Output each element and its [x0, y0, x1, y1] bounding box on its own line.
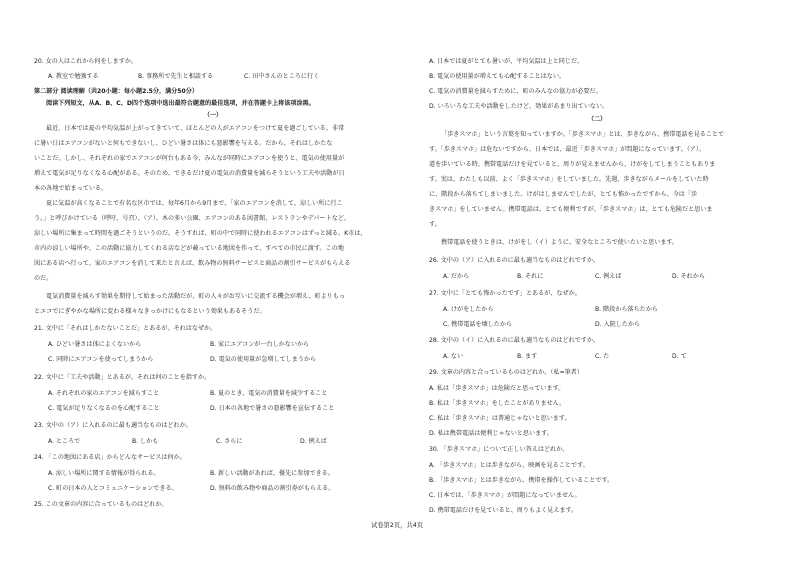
- passage-2-mark: （二）: [587, 116, 607, 123]
- q30-option-a: A. 「歩きスマホ」とは歩きながら、映画を見ることです。: [429, 462, 589, 469]
- passage-1-line: 夏に気温が高くなることで有名な区市では、毎年6月から9月まで、「家のエアコンを消して、涼しい所に行こ: [46, 200, 343, 207]
- q24-option-b: B. 新しい活動があれば、優先に参加できる。: [210, 470, 334, 477]
- q26-option-a: A. だから: [443, 273, 470, 280]
- q27-option-a: A. けがをしたから: [443, 306, 494, 313]
- q23-option-c: C. さらに: [216, 438, 243, 445]
- q28-option-d: D. て: [672, 353, 687, 360]
- q28-option-a: A. ない: [443, 353, 464, 360]
- q22-question: 22. 文中に「工夫や活動」とあるが、それは何のことを指すか。: [34, 374, 211, 381]
- q20-option-a: A. 教室で勉強する: [48, 73, 99, 80]
- passage-1-line: 市内の涼しい場所や、この活動に協力してくれる店などが載っている地図を作って、すべての市民に渡す。この地: [34, 245, 344, 252]
- q28-option-b: B. ます: [517, 353, 538, 360]
- q27-option-c: C. 携帯電話を壊したから: [443, 321, 513, 328]
- q21-option-c: C. 同時にエアコンを使ってしまうから: [48, 356, 154, 363]
- passage-1-line: 本の各地で始まっている。: [34, 185, 108, 192]
- q29-option-b: B. 私は「歩きスマホ」をしたことがありません。: [429, 400, 566, 407]
- passage-1b-line: 電気消費量を減らす効果を期待して始まった活動だが、町の人々がお互いに交流する機会が増え、町よりもっ: [46, 293, 345, 300]
- q26-question: 26. 文中の（ア）に入れるのに最も適当なものはどれですか。: [429, 257, 600, 264]
- q24-option-d: D. 無料の飲み物や商品の割引券がもらえる。: [210, 485, 335, 492]
- q27-options-row1: [429, 305, 765, 315]
- q30-option-c: C. 日本では、「歩きスマホ」が問題になっていません。: [429, 492, 581, 499]
- q29-option-d: D. 私は携帯電話は便利じゃないと思います。: [429, 430, 553, 437]
- q22-options-row1: [34, 389, 392, 399]
- q20-options: [34, 72, 392, 82]
- q24-option-c: C. 町の日本の人とコミュニケーションできる。: [48, 485, 178, 492]
- passage-1-line: う。」と呼びかけている（呼吁、号召）。（ア）、木の多い公園、エアコンのある図書館、レストランやデパートなど、: [34, 215, 351, 222]
- q26-options: [429, 272, 765, 282]
- passage-2-line: す。「歩きスマホ」は危ないですから、日本では、最近「歩きスマホ」が問題になっています。（ア）、: [429, 146, 706, 153]
- section-heading: 第二部分 阅读理解（共20小题：每小题2.5分，满分50分）: [34, 88, 198, 95]
- q24-options-row1: [34, 469, 392, 479]
- passage-2-line: す。: [429, 221, 441, 228]
- q27-options-row2: [429, 320, 765, 330]
- q20-question: 20. 女の人はこれから何をしますか。: [34, 58, 138, 65]
- q23-option-a: A. ところで: [48, 438, 81, 445]
- q24-option-a: A. 涼しい場所に関する情報が得られる。: [48, 470, 160, 477]
- q27-question: 27. 文中に「とても怖かったです」とあるが、なぜか。: [429, 290, 581, 297]
- passage-2-line: きスマホ」をしていません。携帯電話は、とても便利ですが、「歩きスマホ」は、とても危険だと思いま: [429, 206, 713, 213]
- passage-2-line: 「歩きスマホ」という言葉を知っていますか。「歩きスマホ」とは、歩きながら、携帯電話を見ることで: [441, 131, 725, 138]
- q22-option-d: D. 日本の各地で暑さの悪影響を宣伝すること: [210, 405, 335, 412]
- q26-option-c: C. 例えば: [595, 273, 622, 280]
- q25-option-a: A. 日本では夏がとても暑いが、平均気温は上と同じだ。: [429, 58, 584, 65]
- q22-option-b: B. 夏のとき、電気の消費量を減少すること: [210, 390, 328, 397]
- passage-1-line: のだ。: [34, 275, 53, 282]
- q30-question: 30. 「歩きスマホ」について正しい答えはどれか。: [429, 446, 569, 453]
- q25-question: 25. この文章の内容に合っているものはどれか。: [34, 501, 168, 508]
- passage-1-line: 涼しい場所に集まって時間を過ごそうというのだ。そうすれば、町の中で同時に使われるエアコンはずっと減る。K市は、: [34, 230, 367, 237]
- q21-options-row1: [34, 340, 392, 350]
- q29-option-c: C. 私は「歩きスマホ」は普通じゃないと思います。: [429, 415, 571, 422]
- q22-option-c: C. 電気が足りなくなるのを心配すること: [48, 405, 160, 412]
- passage-1-line: いことだ。しかし、それぞれの家でエアコンが何台もある今、みんなが同時にエアコンを使うと、電気の使用量が: [34, 155, 345, 162]
- passage-1-mark: （一）: [203, 112, 223, 119]
- q26-option-b: B. それに: [517, 273, 544, 280]
- q27-option-b: B. 階段から落ちたから: [595, 306, 658, 313]
- passage-1-line: 図にある店へ行って、家のエアコンを消して来たと言えば、飲み物の無料サービスと商品の割引サービスがもらえる: [34, 260, 351, 267]
- q21-option-d: D. 電気の使用量が急増してしまうから: [210, 356, 317, 363]
- passage-2-line: 道を歩いている時、携帯電話だけを見ていると、周りが見えませんから、けがをしてしまうこともありま: [429, 161, 716, 168]
- q21-options-row2: [34, 355, 392, 365]
- q26-option-d: D. それから: [672, 273, 705, 280]
- q21-option-a: A. ひどい暑さは体によくないから: [48, 341, 142, 348]
- q20-option-c: C. 田中さんのところに行く: [244, 73, 320, 80]
- q29-question: 29. 文章の内容と合っているものはどれか。（私=筆者）: [429, 369, 583, 376]
- passage-2-line: す。実は、わたしも以前、よく「歩きスマホ」をしていました。先週、歩きながらメールをしていた時: [429, 176, 709, 183]
- q24-options-row2: [34, 484, 392, 494]
- passage-1b-line: とエコでにぎやかな場所に変わる様々なきっかけにもなるという効果もあるそうだ。: [34, 308, 266, 315]
- q21-question: 21. 文中に「それはしかたないことだ」とあるが、それはなぜか。: [34, 325, 217, 332]
- passage-1-line: 増えて電気が足りなくなる心配がある。そのため、できるだけ夏の電気の消費量を減らそうという工夫や活動が日: [34, 170, 345, 177]
- q29-option-a: A. 私は「歩きスマホ」は危険だと思っています。: [429, 385, 565, 392]
- q23-options: [34, 437, 392, 447]
- q24-question: 24. 「この地図にある店」からどんなサービスは何か。: [34, 454, 186, 461]
- q22-option-a: A. それぞれの家のエアコンを減らすこと: [48, 390, 160, 397]
- page-footer: 试卷第2页，共4页: [370, 522, 424, 529]
- q25-option-b: B. 電気の使用量が増えても心配することはない。: [429, 73, 566, 80]
- passage-1-line: 最近、日本では夏の平均気温が上がってきていて、ほとんどの人がエアコンをつけて夏を過ごしている。非常: [46, 125, 345, 132]
- q28-option-c: C. た: [595, 353, 610, 360]
- q23-option-d: D. 例えば: [300, 438, 327, 445]
- q25-option-c: C. 電気の消費量を減らすために、町のみんなの協力が必要だ。: [429, 88, 602, 95]
- q23-option-b: B. しかも: [132, 438, 159, 445]
- passage-2-line: 携帯電話を使うときは、けがをし（イ）ように、安全なところで使いたいと思います。: [441, 239, 679, 246]
- passage-1-line: に暑い日はエアコンがないと何もできないし、ひどい暑さは体にも悪影響を与える。だから、それはしかたな: [34, 140, 333, 147]
- q25-option-d: D. いろいろな工夫や活動をしたけど、効果があまり出ていない。: [429, 103, 609, 110]
- q27-option-d: D. 入院したから: [595, 321, 641, 328]
- q22-options-row2: [34, 404, 392, 414]
- q28-options: [429, 352, 765, 362]
- q21-option-b: B. 家にエアコンが一台しかないから: [210, 341, 310, 348]
- section-instruction: 阅读下列短文，从A、B、C、D四个选项中选出最符合题意的最佳选项，并在答题卡上将该项涂黑。: [46, 100, 315, 107]
- q30-option-b: B. 「歩きスマホ」とは歩きながら、携帯を操作していることです。: [429, 477, 614, 484]
- q20-option-b: B. 事務所で先生と相談する: [138, 73, 214, 80]
- q23-question: 23. 文中の（ア）に入れるのに最も適当なものはどれか。: [34, 422, 192, 429]
- q30-option-d: D. 携帯電話だけを見ていると、周りもよく見えます。: [429, 507, 578, 514]
- q28-question: 28. 文中の（イ）に入れるのに最も適当なものはどれですか。: [429, 337, 600, 344]
- passage-2-line: に、階段から落ちてしまいました。けがはしませんでしたが、とても怖かったですから、今は「歩: [429, 191, 698, 198]
